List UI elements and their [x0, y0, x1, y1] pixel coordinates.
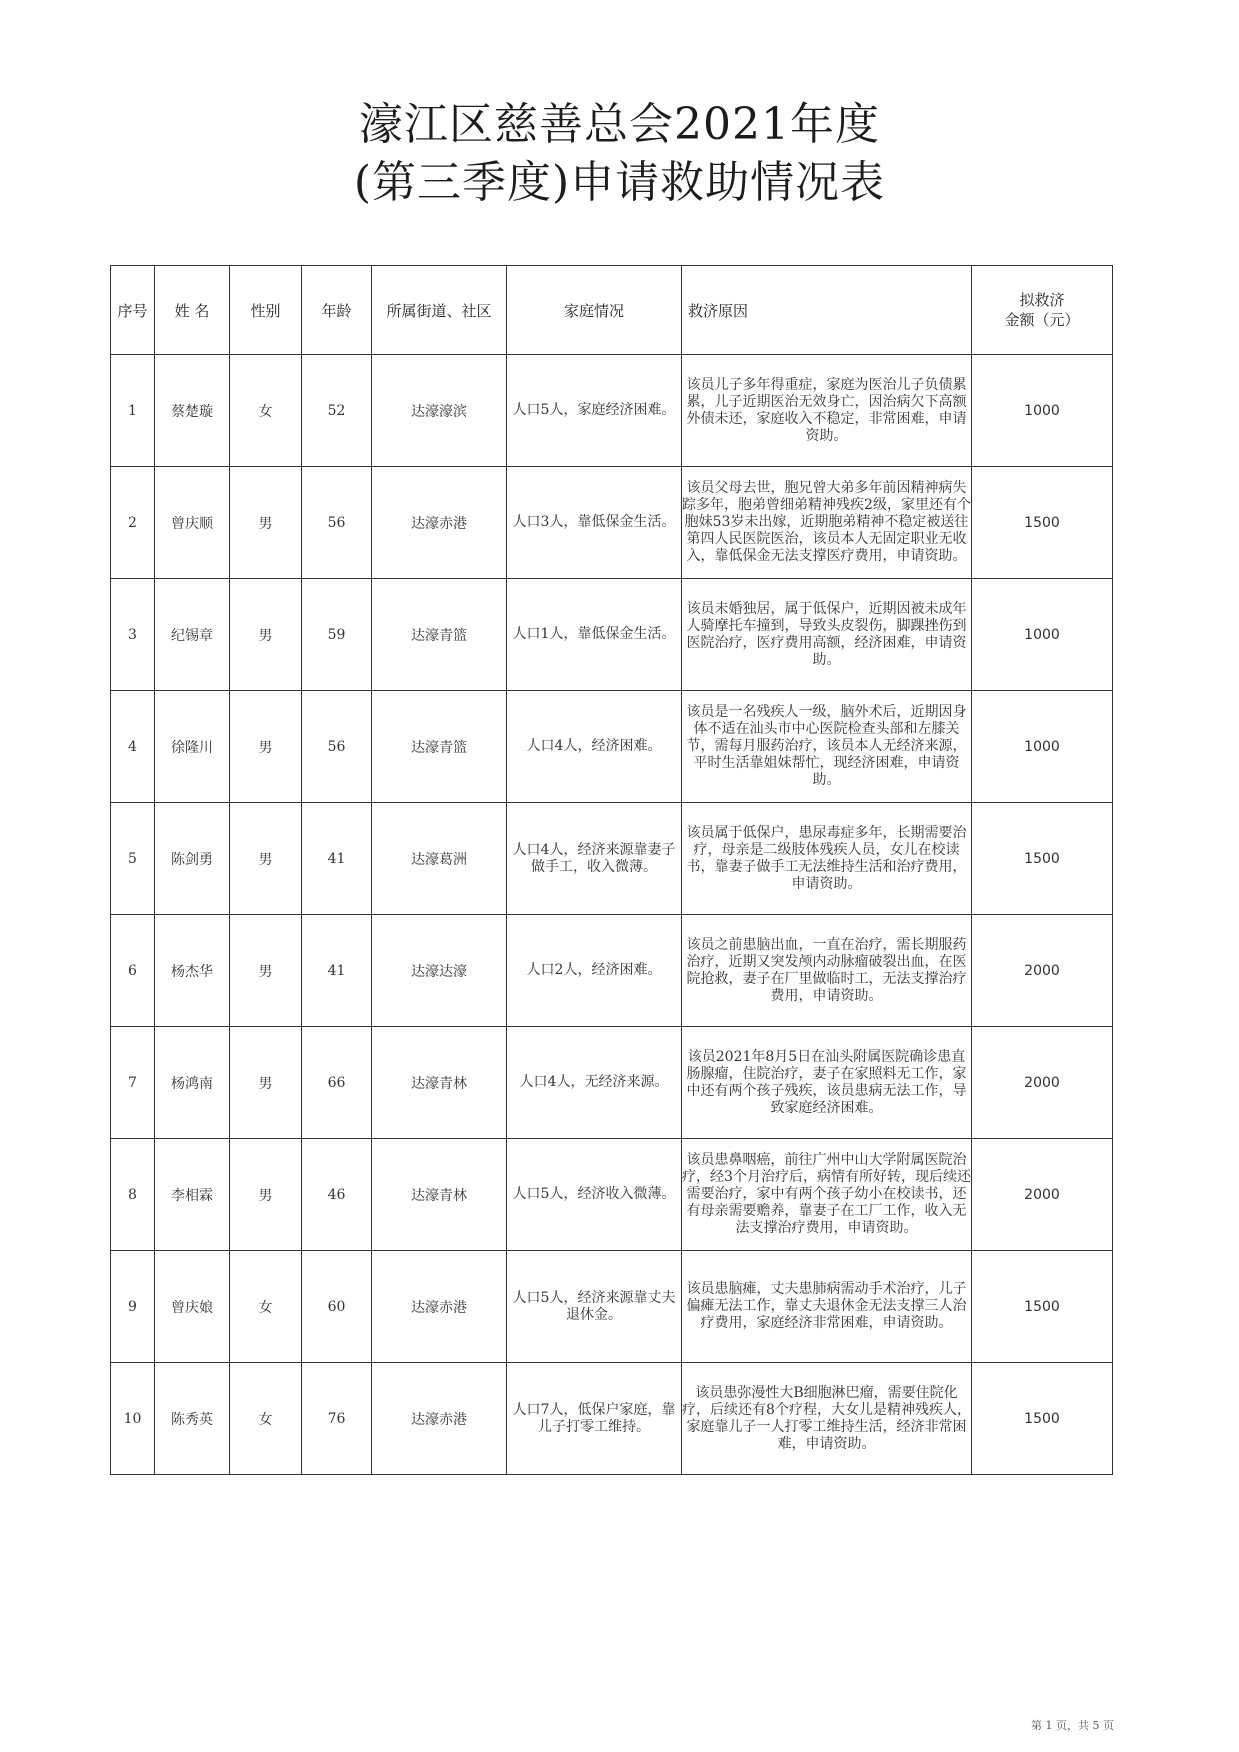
cell-age: 56: [302, 467, 372, 579]
cell-name: 杨杰华: [155, 915, 230, 1027]
cell-reason: 该员患鼻咽癌，前往广州中山大学附属医院治疗，经3个月治疗后，病情有所好转，现后续还需要治疗，家中有两个孩子幼小在校读书，还有母亲需要赡养，靠妻子在工厂工作，收入无法支撑治疗费用，申请资助。: [682, 1139, 972, 1251]
header-name: 姓 名: [155, 266, 230, 355]
cell-gender: 女: [230, 1363, 302, 1475]
table-row: [111, 467, 1113, 579]
cell-no: 4: [111, 691, 155, 803]
header-no: 序号: [111, 266, 155, 355]
table-row: [111, 1363, 1113, 1475]
cell-family: 人口3人，靠低保金生活。: [507, 467, 682, 579]
cell-amount: 2000: [972, 1027, 1113, 1139]
cell-name: 纪锡章: [155, 579, 230, 691]
cell-name: 曾庆顺: [155, 467, 230, 579]
cell-no: 3: [111, 579, 155, 691]
cell-reason: 该员父母去世，胞兄曾大弟多年前因精神病失踪多年，胞弟曾细弟精神残疾2级，家里还有个胞妹53岁未出嫁，近期胞弟精神不稳定被送往第四人民医院医治，该员本人无固定职业无收入，靠低保金无法支撑医疗费用，申请资助。: [682, 467, 972, 579]
aid-table: [110, 265, 1113, 1475]
cell-age: 41: [302, 803, 372, 915]
cell-family: 人口4人，无经济来源。: [507, 1027, 682, 1139]
cell-age: 60: [302, 1251, 372, 1363]
cell-family: 人口5人，经济收入微薄。: [507, 1139, 682, 1251]
cell-gender: 男: [230, 1139, 302, 1251]
cell-family: 人口4人，经济来源靠妻子做手工，收入微薄。: [507, 803, 682, 915]
cell-gender: 女: [230, 355, 302, 467]
cell-amount: 1500: [972, 803, 1113, 915]
cell-no: 5: [111, 803, 155, 915]
cell-community: 达濠青篮: [372, 691, 507, 803]
cell-reason: 该员患脑瘫，丈夫患肺病需动手术治疗，儿子偏瘫无法工作，靠丈夫退休金无法支撑三人治疗费用，家庭经济非常困难，申请资助。: [682, 1251, 972, 1363]
cell-gender: 男: [230, 915, 302, 1027]
cell-amount: 1500: [972, 1251, 1113, 1363]
cell-no: 1: [111, 355, 155, 467]
cell-name: 陈剑勇: [155, 803, 230, 915]
cell-no: 2: [111, 467, 155, 579]
cell-reason: 该员属于低保户，患尿毒症多年，长期需要治疗，母亲是二级肢体残疾人员，女儿在校读书，靠妻子做手工无法维持生活和治疗费用，申请资助。: [682, 803, 972, 915]
cell-reason: 该员2021年8月5日在汕头附属医院确诊患直肠腺瘤，住院治疗，妻子在家照料无工作，家中还有两个孩子残疾，该员患病无法工作，导致家庭经济困难。: [682, 1027, 972, 1139]
cell-amount: 1000: [972, 355, 1113, 467]
cell-family: 人口7人，低保户家庭，靠儿子打零工维持。: [507, 1363, 682, 1475]
cell-gender: 男: [230, 803, 302, 915]
cell-no: 8: [111, 1139, 155, 1251]
cell-age: 41: [302, 915, 372, 1027]
header-amount-line2: 金额（元）: [1004, 311, 1080, 329]
cell-community: 达濠青林: [372, 1027, 507, 1139]
cell-reason: 该员儿子多年得重症，家庭为医治儿子负债累累，儿子近期医治无效身亡，因治病欠下高额外债未还，家庭收入不稳定，非常困难，申请资助。: [682, 355, 972, 467]
header-community: 所属街道、社区: [372, 266, 507, 355]
table-row: [111, 1027, 1113, 1139]
table-row: [111, 691, 1113, 803]
cell-community: 达濠赤港: [372, 467, 507, 579]
cell-community: 达濠青篮: [372, 579, 507, 691]
cell-no: 9: [111, 1251, 155, 1363]
cell-community: 达濠赤港: [372, 1363, 507, 1475]
cell-age: 56: [302, 691, 372, 803]
table-row: [111, 355, 1113, 467]
page-subtitle: (第三季度)申请救助情况表: [353, 157, 886, 208]
header-age: 年龄: [302, 266, 372, 355]
cell-reason: 该员是一名残疾人一级，脑外术后，近期因身体不适在汕头市中心医院检查头部和左膝关节，需每月服药治疗，该员本人无经济来源，平时生活靠姐妹帮忙，现经济困难，申请资助。: [682, 691, 972, 803]
cell-community: 达濠赤港: [372, 1251, 507, 1363]
cell-gender: 女: [230, 1251, 302, 1363]
cell-amount: 1000: [972, 691, 1113, 803]
cell-amount: 1500: [972, 467, 1113, 579]
cell-age: 76: [302, 1363, 372, 1475]
cell-family: 人口4人，经济困难。: [507, 691, 682, 803]
cell-no: 6: [111, 915, 155, 1027]
cell-community: 达濠达濠: [372, 915, 507, 1027]
cell-amount: 2000: [972, 1139, 1113, 1251]
cell-age: 59: [302, 579, 372, 691]
table-header-row: [111, 266, 1113, 355]
cell-gender: 男: [230, 691, 302, 803]
cell-amount: 1000: [972, 579, 1113, 691]
cell-community: 达濠青林: [372, 1139, 507, 1251]
cell-gender: 男: [230, 1027, 302, 1139]
page-title: 濠江区慈善总会2021年度: [359, 99, 880, 150]
cell-family: 人口1人，靠低保金生活。: [507, 579, 682, 691]
cell-no: 10: [111, 1363, 155, 1475]
cell-name: 蔡楚璇: [155, 355, 230, 467]
table-row: [111, 915, 1113, 1027]
cell-no: 7: [111, 1027, 155, 1139]
cell-name: 杨鸿南: [155, 1027, 230, 1139]
cell-community: 达濠葛洲: [372, 803, 507, 915]
table-row: [111, 579, 1113, 691]
cell-reason: 该员未婚独居，属于低保户，近期因被未成年人骑摩托车撞到，导致头皮裂伤，脚踝挫伤到医院治疗，医疗费用高额，经济困难，申请资助。: [682, 579, 972, 691]
cell-age: 46: [302, 1139, 372, 1251]
cell-age: 52: [302, 355, 372, 467]
cell-amount: 2000: [972, 915, 1113, 1027]
header-amount-line1: 拟救济: [1019, 291, 1065, 309]
header-reason: 救济原因: [682, 266, 972, 355]
cell-age: 66: [302, 1027, 372, 1139]
cell-family: 人口5人，家庭经济困难。: [507, 355, 682, 467]
cell-amount: 1500: [972, 1363, 1113, 1475]
cell-community: 达濠濠滨: [372, 355, 507, 467]
cell-family: 人口2人，经济困难。: [507, 915, 682, 1027]
table-row: [111, 803, 1113, 915]
cell-family: 人口5人，经济来源靠丈夫退休金。: [507, 1251, 682, 1363]
table-row: [111, 1139, 1113, 1251]
cell-name: 徐隆川: [155, 691, 230, 803]
header-amount: [972, 266, 1113, 355]
table-row: [111, 1251, 1113, 1363]
cell-gender: 男: [230, 579, 302, 691]
cell-gender: 男: [230, 467, 302, 579]
cell-reason: 该员患弥漫性大B细胞淋巴瘤，需要住院化疗，后续还有8个疗程，大女儿是精神残疾人，家庭靠儿子一人打零工维持生活，经济非常困难，申请资助。: [682, 1363, 972, 1475]
cell-name: 李相霖: [155, 1139, 230, 1251]
header-gender: 性别: [230, 266, 302, 355]
header-family: 家庭情况: [507, 266, 682, 355]
page-number: 第 1 页，共 5 页: [1031, 1719, 1114, 1732]
cell-reason: 该员之前患脑出血，一直在治疗，需长期服药治疗，近期又突发颅内动脉瘤破裂出血，在医院抢救，妻子在厂里做临时工，无法支撑治疗费用，申请资助。: [682, 915, 972, 1027]
cell-name: 陈秀英: [155, 1363, 230, 1475]
cell-name: 曾庆娘: [155, 1251, 230, 1363]
